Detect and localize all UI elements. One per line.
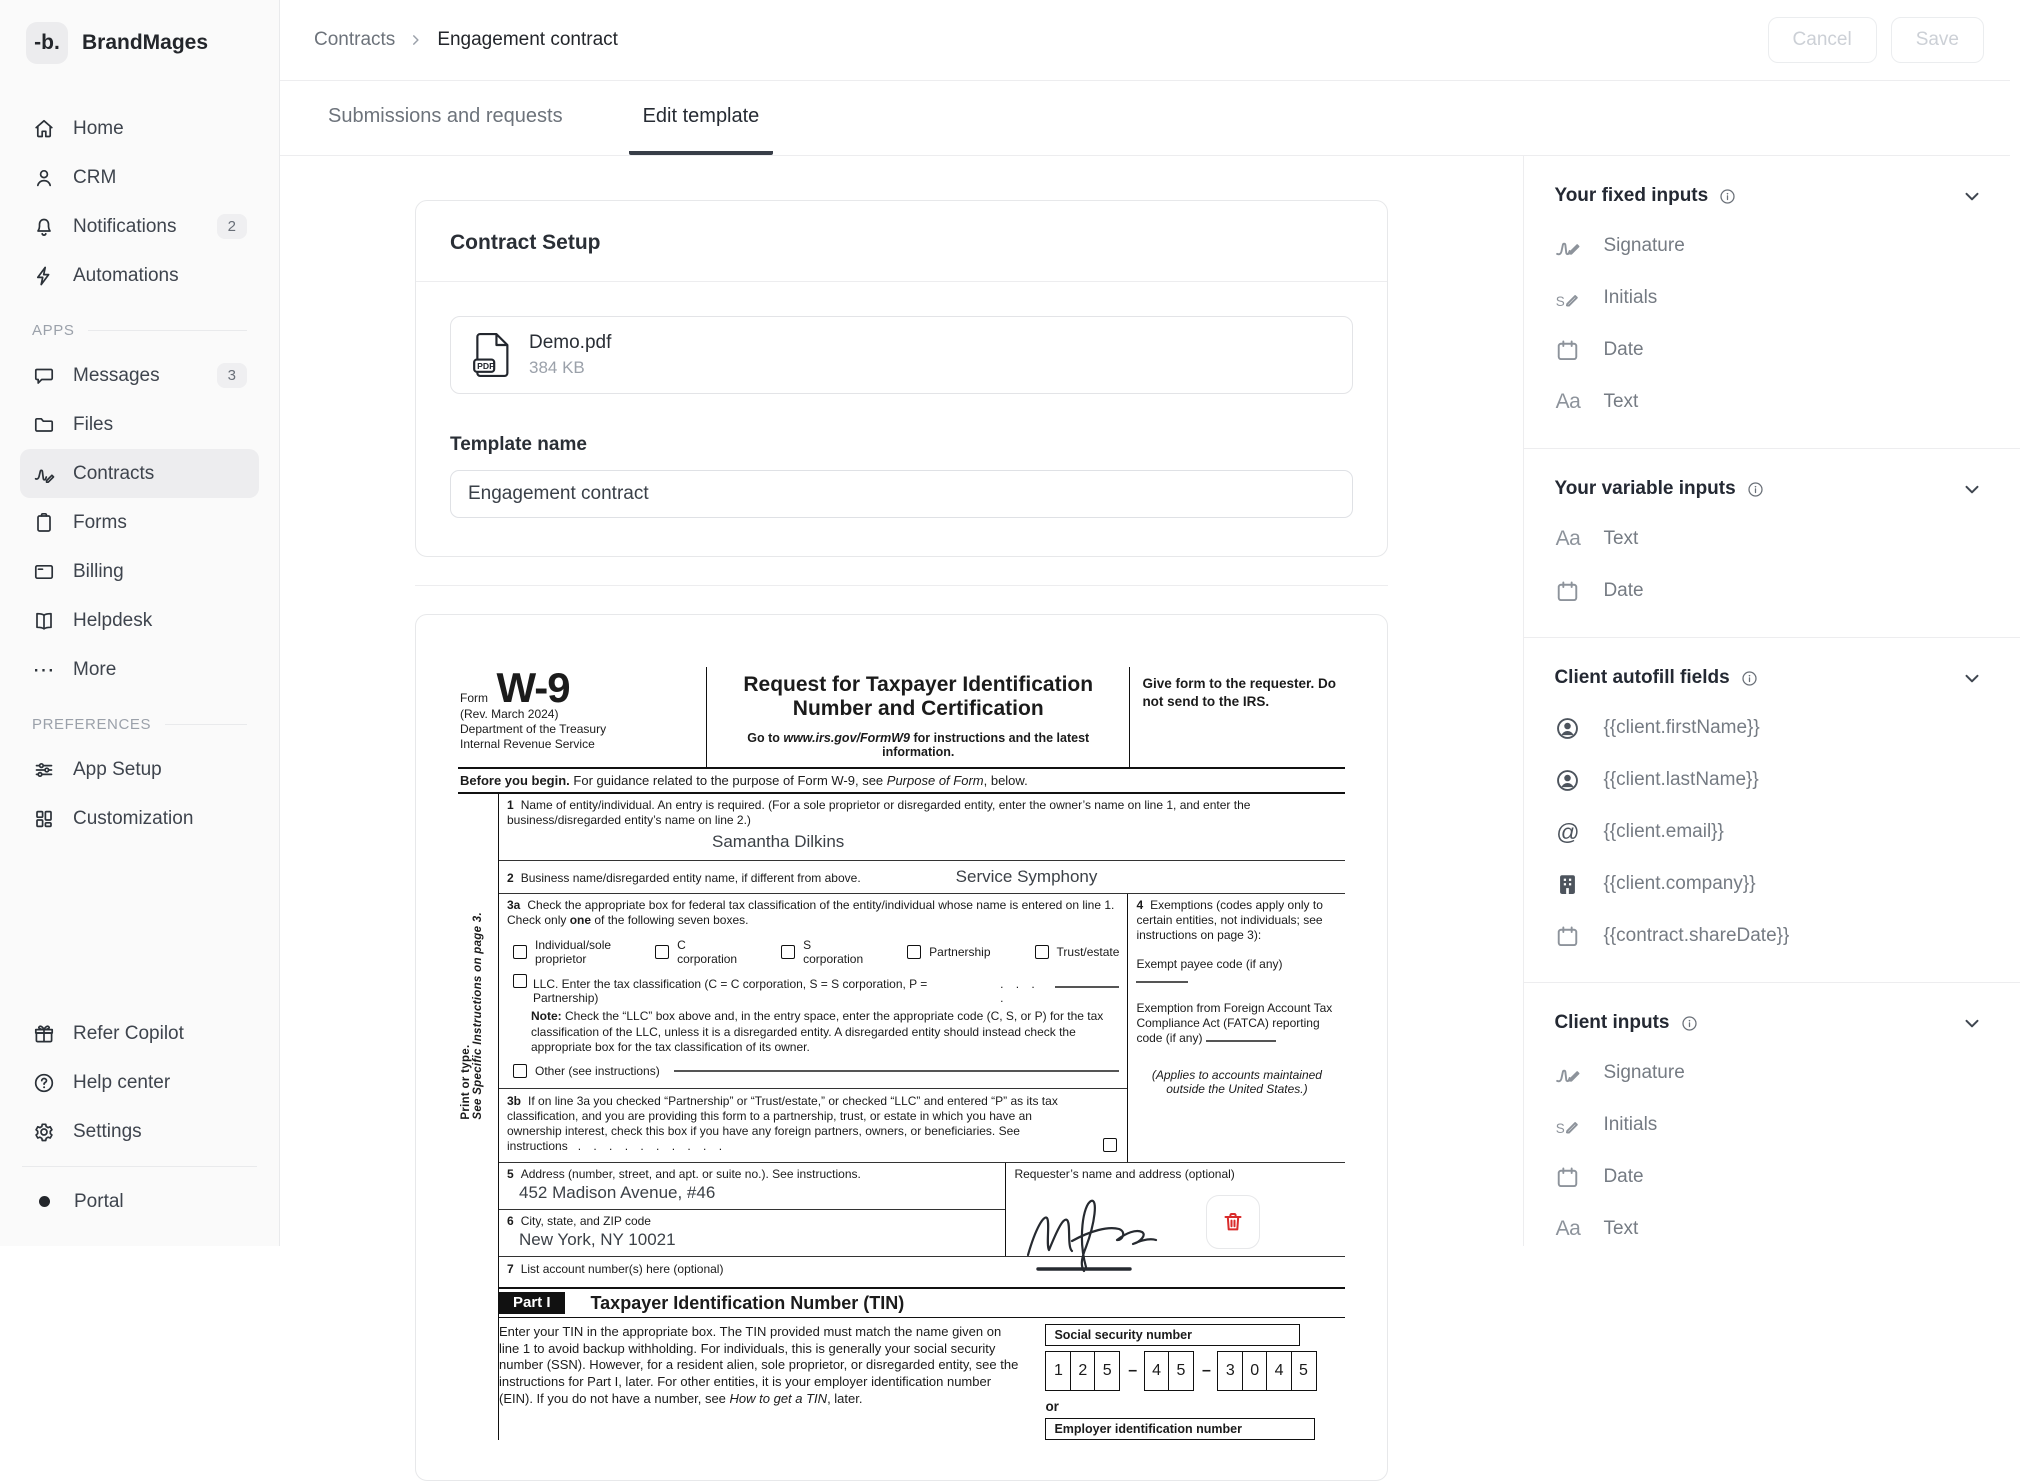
checkbox-label: Trust/estate xyxy=(1056,945,1120,960)
section-title: Your fixed inputs xyxy=(1554,185,1709,206)
breadcrumb-contracts-link[interactable]: Contracts xyxy=(314,29,396,50)
w9-line6 xyxy=(499,1210,1005,1256)
w9-before-em: Purpose of Form xyxy=(886,773,984,789)
field-client-email[interactable] xyxy=(1554,806,1984,858)
content-divider xyxy=(415,585,1388,586)
svg-text:S.: S. xyxy=(1556,293,1569,309)
sidebar-item-helpdesk[interactable] xyxy=(20,596,259,645)
w9-exempt-payee xyxy=(1136,957,1337,987)
w9-exemptions-label: Exemptions (codes apply only to certain entities, not individuals; see instructions on page 3): xyxy=(1136,898,1323,943)
sidebar-item-label: Messages xyxy=(73,364,160,386)
ssn-digit: 4 xyxy=(1144,1351,1170,1391)
section-label: APPS xyxy=(32,322,75,339)
w9-line6-label: City, state, and ZIP code xyxy=(520,1214,651,1229)
sidebar-item-more[interactable] xyxy=(20,645,259,694)
field-client-last-name[interactable] xyxy=(1554,754,1984,806)
template-name-label: Template name xyxy=(450,434,587,455)
w9-checkbox-trust-estate xyxy=(1035,938,1120,966)
section-rule xyxy=(88,330,247,331)
w9-line-number: 7 xyxy=(507,1262,514,1277)
trash-icon xyxy=(1221,1210,1245,1234)
w9-dept: Department of the Treasury xyxy=(460,722,607,736)
file-size: 384 KB xyxy=(529,358,585,377)
w9-line-number: 4 xyxy=(1136,898,1144,913)
w9-goto-line xyxy=(727,731,1109,759)
w9-form-id xyxy=(458,664,706,767)
bell-icon xyxy=(32,215,56,239)
chevron-down-icon[interactable] xyxy=(1960,477,1984,501)
sidebar-item-label: Help center xyxy=(73,1071,171,1093)
w9-part1-em: How to get a TIN xyxy=(729,1390,828,1406)
calendar-icon xyxy=(1554,337,1581,364)
bolt-icon xyxy=(32,264,56,288)
sidebar-item-messages[interactable] xyxy=(20,351,259,400)
uploaded-file-card[interactable] xyxy=(450,316,1353,394)
section-title: Client inputs xyxy=(1554,1012,1670,1033)
w9-part1-title: Taxpayer Identification Number (TIN) xyxy=(590,1292,905,1313)
field-label: Text xyxy=(1603,1218,1639,1239)
sidebar-item-label: Contracts xyxy=(73,462,155,484)
field-date[interactable] xyxy=(1554,1151,1984,1203)
w9-form-name: W-9 xyxy=(496,664,570,711)
field-initials[interactable] xyxy=(1554,272,1984,324)
w9-fatca-blank xyxy=(1206,1040,1276,1042)
w9-margin-italic: See Specific Instructions on page 3. xyxy=(472,912,484,1120)
sidebar-item-settings[interactable] xyxy=(20,1107,259,1156)
field-label: Text xyxy=(1603,391,1639,412)
w9-note-bold: Note: xyxy=(531,1009,562,1024)
field-date[interactable] xyxy=(1554,565,1984,617)
sidebar-item-label: Forms xyxy=(73,511,127,533)
sidebar-item-app-setup[interactable] xyxy=(20,745,259,794)
person-icon xyxy=(32,166,56,190)
notifications-count-badge: 2 xyxy=(217,214,247,239)
tab-bar xyxy=(280,81,2010,156)
w9-line5 xyxy=(499,1163,1005,1210)
home-icon xyxy=(32,117,56,141)
w9-requester-label: Requester’s name and address (optional) xyxy=(1014,1167,1235,1182)
section-client-autofill xyxy=(1524,638,2020,983)
signature-field[interactable] xyxy=(1020,1189,1190,1285)
gear-icon xyxy=(32,1120,56,1144)
ssn-digit: 1 xyxy=(1045,1351,1071,1391)
w9-part1-instructions xyxy=(499,1324,1045,1440)
checkbox-icon xyxy=(781,945,795,959)
w9-line3b-checkbox xyxy=(1103,1138,1117,1152)
w9-line1-label: Name of entity/individual. An entry is required. (For a sole proprietor or disregarded entity, enter the owner’s name on line 1, and enter the business/disregarded entity’s name on line 2.) xyxy=(507,798,1251,828)
field-label: {{contract.shareDate}} xyxy=(1603,925,1790,946)
field-label: {{client.firstName}} xyxy=(1603,717,1760,738)
w9-part1-text2: , later. xyxy=(827,1390,863,1406)
w9-print-or-type-label xyxy=(460,912,484,1120)
save-button[interactable]: Save xyxy=(1891,17,1984,63)
w9-margin-bold: Print or type. xyxy=(460,1044,472,1120)
section-title: Your variable inputs xyxy=(1554,478,1736,499)
checkbox-label: Individual/sole proprietor xyxy=(535,938,612,967)
w9-checkbox-s-corp xyxy=(781,938,863,966)
info-icon[interactable] xyxy=(1680,1014,1699,1033)
file-name: Demo.pdf xyxy=(529,332,612,353)
signature-scribble xyxy=(1020,1189,1190,1285)
w9-title-block xyxy=(706,667,1130,767)
w9-part1-header xyxy=(499,1289,1345,1318)
chat-icon xyxy=(32,364,56,388)
w9-requester-cell xyxy=(1005,1163,1345,1256)
w9-line3a xyxy=(499,894,1127,1089)
w9-before-1: For guidance related to the purpose of Form W-9, see xyxy=(569,773,887,789)
sidebar-nav xyxy=(20,104,259,843)
sidebar-item-refer-copilot[interactable] xyxy=(20,1009,259,1058)
w9-line-number: 3a xyxy=(507,898,521,913)
w9-line3a-label2: of the following seven boxes. xyxy=(591,913,749,928)
w9-rev: (Rev. March 2024) xyxy=(460,707,559,721)
checkbox-icon xyxy=(513,945,527,959)
ssn-digit: 2 xyxy=(1070,1351,1096,1391)
ssn-digit: 3 xyxy=(1217,1351,1243,1391)
w9-fatca xyxy=(1136,1001,1337,1046)
w9-address-left xyxy=(499,1163,1005,1256)
sidebar-item-customization[interactable] xyxy=(20,794,259,843)
brand-logo-icon: -b. xyxy=(26,22,68,64)
w9-before-2: , below. xyxy=(983,773,1028,789)
w9-ein-label: Employer identification number xyxy=(1045,1418,1315,1440)
sidebar-item-billing[interactable] xyxy=(20,547,259,596)
card-body xyxy=(416,282,1387,556)
calendar-icon xyxy=(1554,1164,1581,1191)
dot-leaders: . . . . xyxy=(1000,977,1035,1006)
checkbox-icon xyxy=(1035,945,1049,959)
tab-submissions-and-requests[interactable]: Submissions and requests xyxy=(328,104,563,127)
sliders-icon xyxy=(32,758,56,782)
w9-line7-label: List account number(s) here (optional) xyxy=(520,1262,724,1277)
grid-icon xyxy=(32,807,56,831)
sidebar-item-crm[interactable] xyxy=(20,153,259,202)
contract-setup-card xyxy=(415,200,1388,557)
w9-exemptions-column xyxy=(1127,894,1345,1162)
initials-icon xyxy=(1554,285,1581,312)
section-header xyxy=(1554,666,1984,690)
w9-llc-label: LLC. Enter the tax classification (C = C corporation, S = S corporation, P = Partnership) xyxy=(533,977,928,1006)
section-header xyxy=(1554,1011,1984,1035)
w9-classification-section xyxy=(499,894,1345,1163)
clipboard-icon xyxy=(32,511,56,535)
w9-business-name-value: Service Symphony xyxy=(955,867,1098,887)
sidebar-item-label: Refer Copilot xyxy=(73,1022,184,1044)
sidebar-item-label: Files xyxy=(73,413,114,435)
checkbox-label: C corporation xyxy=(677,938,738,967)
field-label: {{client.email}} xyxy=(1603,821,1724,842)
contract-signature-icon xyxy=(32,462,56,486)
app-name: BrandMages xyxy=(82,31,209,54)
w9-checkbox-c-corp xyxy=(655,938,737,966)
w9-line7 xyxy=(499,1257,1345,1289)
w9-header xyxy=(458,664,1345,769)
w9-line5-label: Address (number, street, and apt. or suite no.). See instructions. xyxy=(520,1167,861,1182)
w9-city-value: New York, NY 10021 xyxy=(519,1230,676,1250)
checkbox-icon xyxy=(907,945,921,959)
w9-form xyxy=(458,664,1345,1440)
w9-ssn-label: Social security number xyxy=(1045,1324,1300,1346)
credit-card-icon xyxy=(32,560,56,584)
card-title: Contract Setup xyxy=(450,231,601,254)
w9-ssn-boxes xyxy=(1045,1351,1345,1391)
sidebar-item-label: Billing xyxy=(73,560,124,582)
sidebar-item-files[interactable] xyxy=(20,400,259,449)
pdf-file-icon xyxy=(471,331,511,379)
sidebar-item-label: Settings xyxy=(73,1120,142,1142)
field-label: Date xyxy=(1603,1166,1644,1187)
at-sign-icon: @ xyxy=(1556,818,1580,845)
chevron-down-icon[interactable] xyxy=(1960,666,1984,690)
field-contract-share-date[interactable] xyxy=(1554,910,1984,962)
svg-text:PDF: PDF xyxy=(477,361,495,371)
sidebar-item-forms[interactable] xyxy=(20,498,259,547)
checkbox-icon xyxy=(513,974,527,988)
field-signature[interactable] xyxy=(1554,1047,1984,1099)
sidebar-item-portal[interactable] xyxy=(20,1177,259,1226)
text-field-icon: Aa xyxy=(1555,527,1581,550)
sidebar-item-label: Customization xyxy=(73,807,194,829)
portal-dot-icon xyxy=(39,1196,50,1207)
w9-llc-line xyxy=(513,974,1119,1005)
w9-fatca-label: Exemption from Foreign Account Tax Compliance Act (FATCA) reporting code (if any) xyxy=(1136,1001,1333,1046)
sidebar-item-label: More xyxy=(73,658,117,680)
sidebar-item-home[interactable] xyxy=(20,104,259,153)
help-circle-icon xyxy=(32,1071,56,1095)
w9-line-number: 5 xyxy=(507,1167,514,1182)
w9-other-line xyxy=(513,1064,1119,1078)
tab-edit-template[interactable]: Edit template xyxy=(629,81,774,155)
w9-address-section xyxy=(499,1163,1345,1257)
main-column xyxy=(280,0,2010,1437)
w9-classification-left xyxy=(499,894,1127,1162)
w9-goto-1: Go to xyxy=(747,731,784,746)
ssn-digit: 5 xyxy=(1168,1351,1194,1391)
w9-line3b xyxy=(499,1089,1127,1162)
checkbox-label: S corporation xyxy=(803,938,864,967)
brand-logo[interactable] xyxy=(20,22,259,64)
w9-left-margin xyxy=(458,794,498,1440)
sidebar-section-apps xyxy=(32,322,247,339)
ssn-digit: 5 xyxy=(1094,1351,1120,1391)
signature-pen-icon xyxy=(1554,1060,1581,1087)
w9-form-word: Form xyxy=(460,691,488,705)
section-label: PREFERENCES xyxy=(32,716,152,733)
checkbox-icon xyxy=(655,945,669,959)
w9-body xyxy=(458,794,1345,1440)
field-client-company[interactable] xyxy=(1554,858,1984,910)
w9-goto-2: for instructions and the latest information. xyxy=(882,731,1090,760)
field-text[interactable] xyxy=(1554,376,1984,428)
top-bar xyxy=(280,0,2010,81)
sidebar-item-notifications[interactable] xyxy=(20,202,259,251)
checkbox-label: Partnership xyxy=(929,945,991,960)
field-label: Signature xyxy=(1603,1062,1685,1083)
chevron-down-icon[interactable] xyxy=(1960,1011,1984,1035)
sidebar-item-label: Portal xyxy=(74,1190,124,1212)
w9-note-text: Check the “LLC” box above and, in the entry space, enter the appropriate code (C, S, or P) for the tax classification of the LLC, unless it is a disregarded entity. A disregarded entity should instead check the appropriate box for the tax classification of its owner. xyxy=(531,1009,1104,1055)
person-circle-icon xyxy=(1554,767,1581,794)
sidebar-item-label: Notifications xyxy=(73,215,177,237)
ssn-dash: – xyxy=(1201,1362,1211,1380)
w9-checkbox-partnership xyxy=(907,938,990,966)
w9-llc-entry-blank xyxy=(1055,986,1119,988)
text-field-icon: Aa xyxy=(1555,1217,1581,1240)
calendar-icon xyxy=(1554,578,1581,605)
w9-line-number: 2 xyxy=(507,871,514,886)
w9-line1 xyxy=(499,794,1345,861)
svg-text:S.: S. xyxy=(1556,1120,1569,1136)
sidebar-item-automations[interactable] xyxy=(20,251,259,300)
w9-irs: Internal Revenue Service xyxy=(460,737,595,751)
signature-pen-icon xyxy=(1554,233,1581,260)
breadcrumb xyxy=(314,29,618,51)
w9-part1-chip: Part I xyxy=(499,1292,565,1314)
sidebar-item-help-center[interactable] xyxy=(20,1058,259,1107)
section-fixed-inputs xyxy=(1524,156,2020,449)
sidebar-footer xyxy=(20,1009,259,1226)
body-row xyxy=(280,156,2010,1437)
w9-part1-text1: Enter your TIN in the appropriate box. The TIN provided must match the name given on line 1 to avoid backup withholding. For individuals, this is generally your social security number (SSN). However, for a resident alien, sole proprietor, or disregarded entity, see the instructions for Part I, later. For other entities, it is your employer identification number (EIN). If you do not have a number, see xyxy=(499,1324,1019,1406)
person-circle-icon xyxy=(1554,715,1581,742)
topbar-actions xyxy=(1768,17,1984,63)
ssn-dash: – xyxy=(1128,1362,1138,1380)
text-field-icon: Aa xyxy=(1555,390,1581,413)
field-initials[interactable] xyxy=(1554,1099,1984,1151)
w9-part1-body xyxy=(499,1318,1345,1440)
field-label: Date xyxy=(1603,580,1644,601)
section-title: Client autofill fields xyxy=(1554,667,1730,688)
w9-line-number: 3b xyxy=(507,1094,522,1109)
info-icon[interactable] xyxy=(1718,187,1737,206)
w9-before-you-begin xyxy=(458,769,1345,794)
cancel-button[interactable]: Cancel xyxy=(1768,17,1877,63)
field-label: {{client.lastName}} xyxy=(1603,769,1759,790)
fields-panel xyxy=(1523,156,2020,1246)
w9-give-note: Give form to the requester. Do not send to the IRS. xyxy=(1142,676,1336,710)
w9-line2-label: Business name/disregarded entity name, if different from above. xyxy=(520,871,861,886)
sidebar-section-preferences xyxy=(32,716,247,733)
w9-exempt-payee-label: Exempt payee code (if any) xyxy=(1136,957,1283,972)
field-label: Text xyxy=(1603,528,1639,549)
sidebar-item-label: Helpdesk xyxy=(73,609,153,631)
w9-line-number: 1 xyxy=(507,798,514,813)
w9-exempt-payee-blank xyxy=(1136,981,1188,983)
folder-icon xyxy=(32,413,56,437)
content-area xyxy=(280,156,1523,1437)
checkbox-icon xyxy=(513,1064,527,1078)
w9-other-entry-blank xyxy=(674,1070,1120,1072)
book-icon xyxy=(32,609,56,633)
section-rule xyxy=(165,724,247,725)
w9-line3b-label: If on line 3a you checked “Partnership” or “Trust/estate,” or checked “LLC” and entered “P” as its tax classification, and you are providing this form to a partnership, trust, or estate in which you have an ownership interest, check this box if you have any foreign partners, owners, or beneficiaries. See instructions xyxy=(507,1094,1058,1154)
w9-title: Request for Taxpayer Identification Number and Certification xyxy=(743,673,1094,721)
w9-checkbox-individual xyxy=(513,938,611,966)
section-header xyxy=(1554,477,1984,501)
delete-signature-button[interactable] xyxy=(1206,1195,1260,1249)
w9-tax-class-checkboxes xyxy=(513,938,1119,966)
building-icon xyxy=(1554,871,1581,898)
breadcrumb-current-page: Engagement contract xyxy=(437,29,618,50)
info-icon[interactable] xyxy=(1746,480,1765,499)
field-date[interactable] xyxy=(1554,324,1984,376)
w9-line3a-bold: one xyxy=(569,913,592,928)
w9-other-label: Other (see instructions) xyxy=(535,1064,660,1079)
ssn-digit: 4 xyxy=(1266,1351,1292,1391)
field-text[interactable] xyxy=(1554,1203,1984,1255)
chevron-right-icon xyxy=(407,31,425,49)
w9-name-value: Samantha Dilkins xyxy=(712,832,845,852)
w9-goto-url: www.irs.gov/FormW9 xyxy=(783,731,910,746)
sidebar xyxy=(0,0,280,1246)
ssn-digit: 0 xyxy=(1242,1351,1268,1391)
ellipsis-icon: ⋯ xyxy=(32,656,56,682)
sidebar-item-contracts[interactable] xyxy=(20,449,259,498)
gift-icon xyxy=(32,1022,56,1046)
section-header xyxy=(1554,184,1984,208)
field-label: Signature xyxy=(1603,235,1685,256)
w9-llc-note xyxy=(531,1009,1119,1056)
info-icon[interactable] xyxy=(1740,669,1759,688)
field-label: {{client.company}} xyxy=(1603,873,1756,894)
dot-leaders: . . . . . . . . . . xyxy=(577,1139,723,1154)
file-meta xyxy=(529,332,611,378)
field-label: Initials xyxy=(1603,1114,1658,1135)
w9-applies-note: (Applies to accounts maintained outside the United States.) xyxy=(1151,1068,1322,1097)
w9-rows xyxy=(498,794,1345,1440)
field-client-first-name[interactable] xyxy=(1554,702,1984,754)
field-text[interactable] xyxy=(1554,513,1984,565)
document-preview-card xyxy=(415,614,1388,1481)
sidebar-item-label: Home xyxy=(73,117,124,139)
ssn-digit: 5 xyxy=(1291,1351,1317,1391)
w9-before-bold: Before you begin. xyxy=(460,773,570,789)
section-client-inputs xyxy=(1524,983,2020,1275)
initials-icon xyxy=(1554,1112,1581,1139)
field-signature[interactable] xyxy=(1554,220,1984,272)
sidebar-divider xyxy=(22,1166,257,1167)
chevron-down-icon[interactable] xyxy=(1960,184,1984,208)
w9-line3a-label1: Check the appropriate box for federal tax classification of the entity/individual whose name is entered on line 1. Check only xyxy=(507,898,1115,928)
sidebar-item-label: Automations xyxy=(73,264,179,286)
w9-or: or xyxy=(1045,1399,1059,1415)
w9-line2 xyxy=(499,861,1345,894)
field-label: Date xyxy=(1603,339,1644,360)
messages-count-badge: 3 xyxy=(217,363,247,388)
section-variable-inputs xyxy=(1524,449,2020,638)
sidebar-item-label: App Setup xyxy=(73,758,162,780)
w9-line-number: 6 xyxy=(507,1214,514,1229)
w9-address-value: 452 Madison Avenue, #46 xyxy=(519,1183,716,1203)
sidebar-item-label: CRM xyxy=(73,166,117,188)
w9-tin-column xyxy=(1045,1324,1345,1440)
field-label: Initials xyxy=(1603,287,1658,308)
calendar-icon xyxy=(1554,923,1581,950)
template-name-input[interactable] xyxy=(450,470,1353,518)
